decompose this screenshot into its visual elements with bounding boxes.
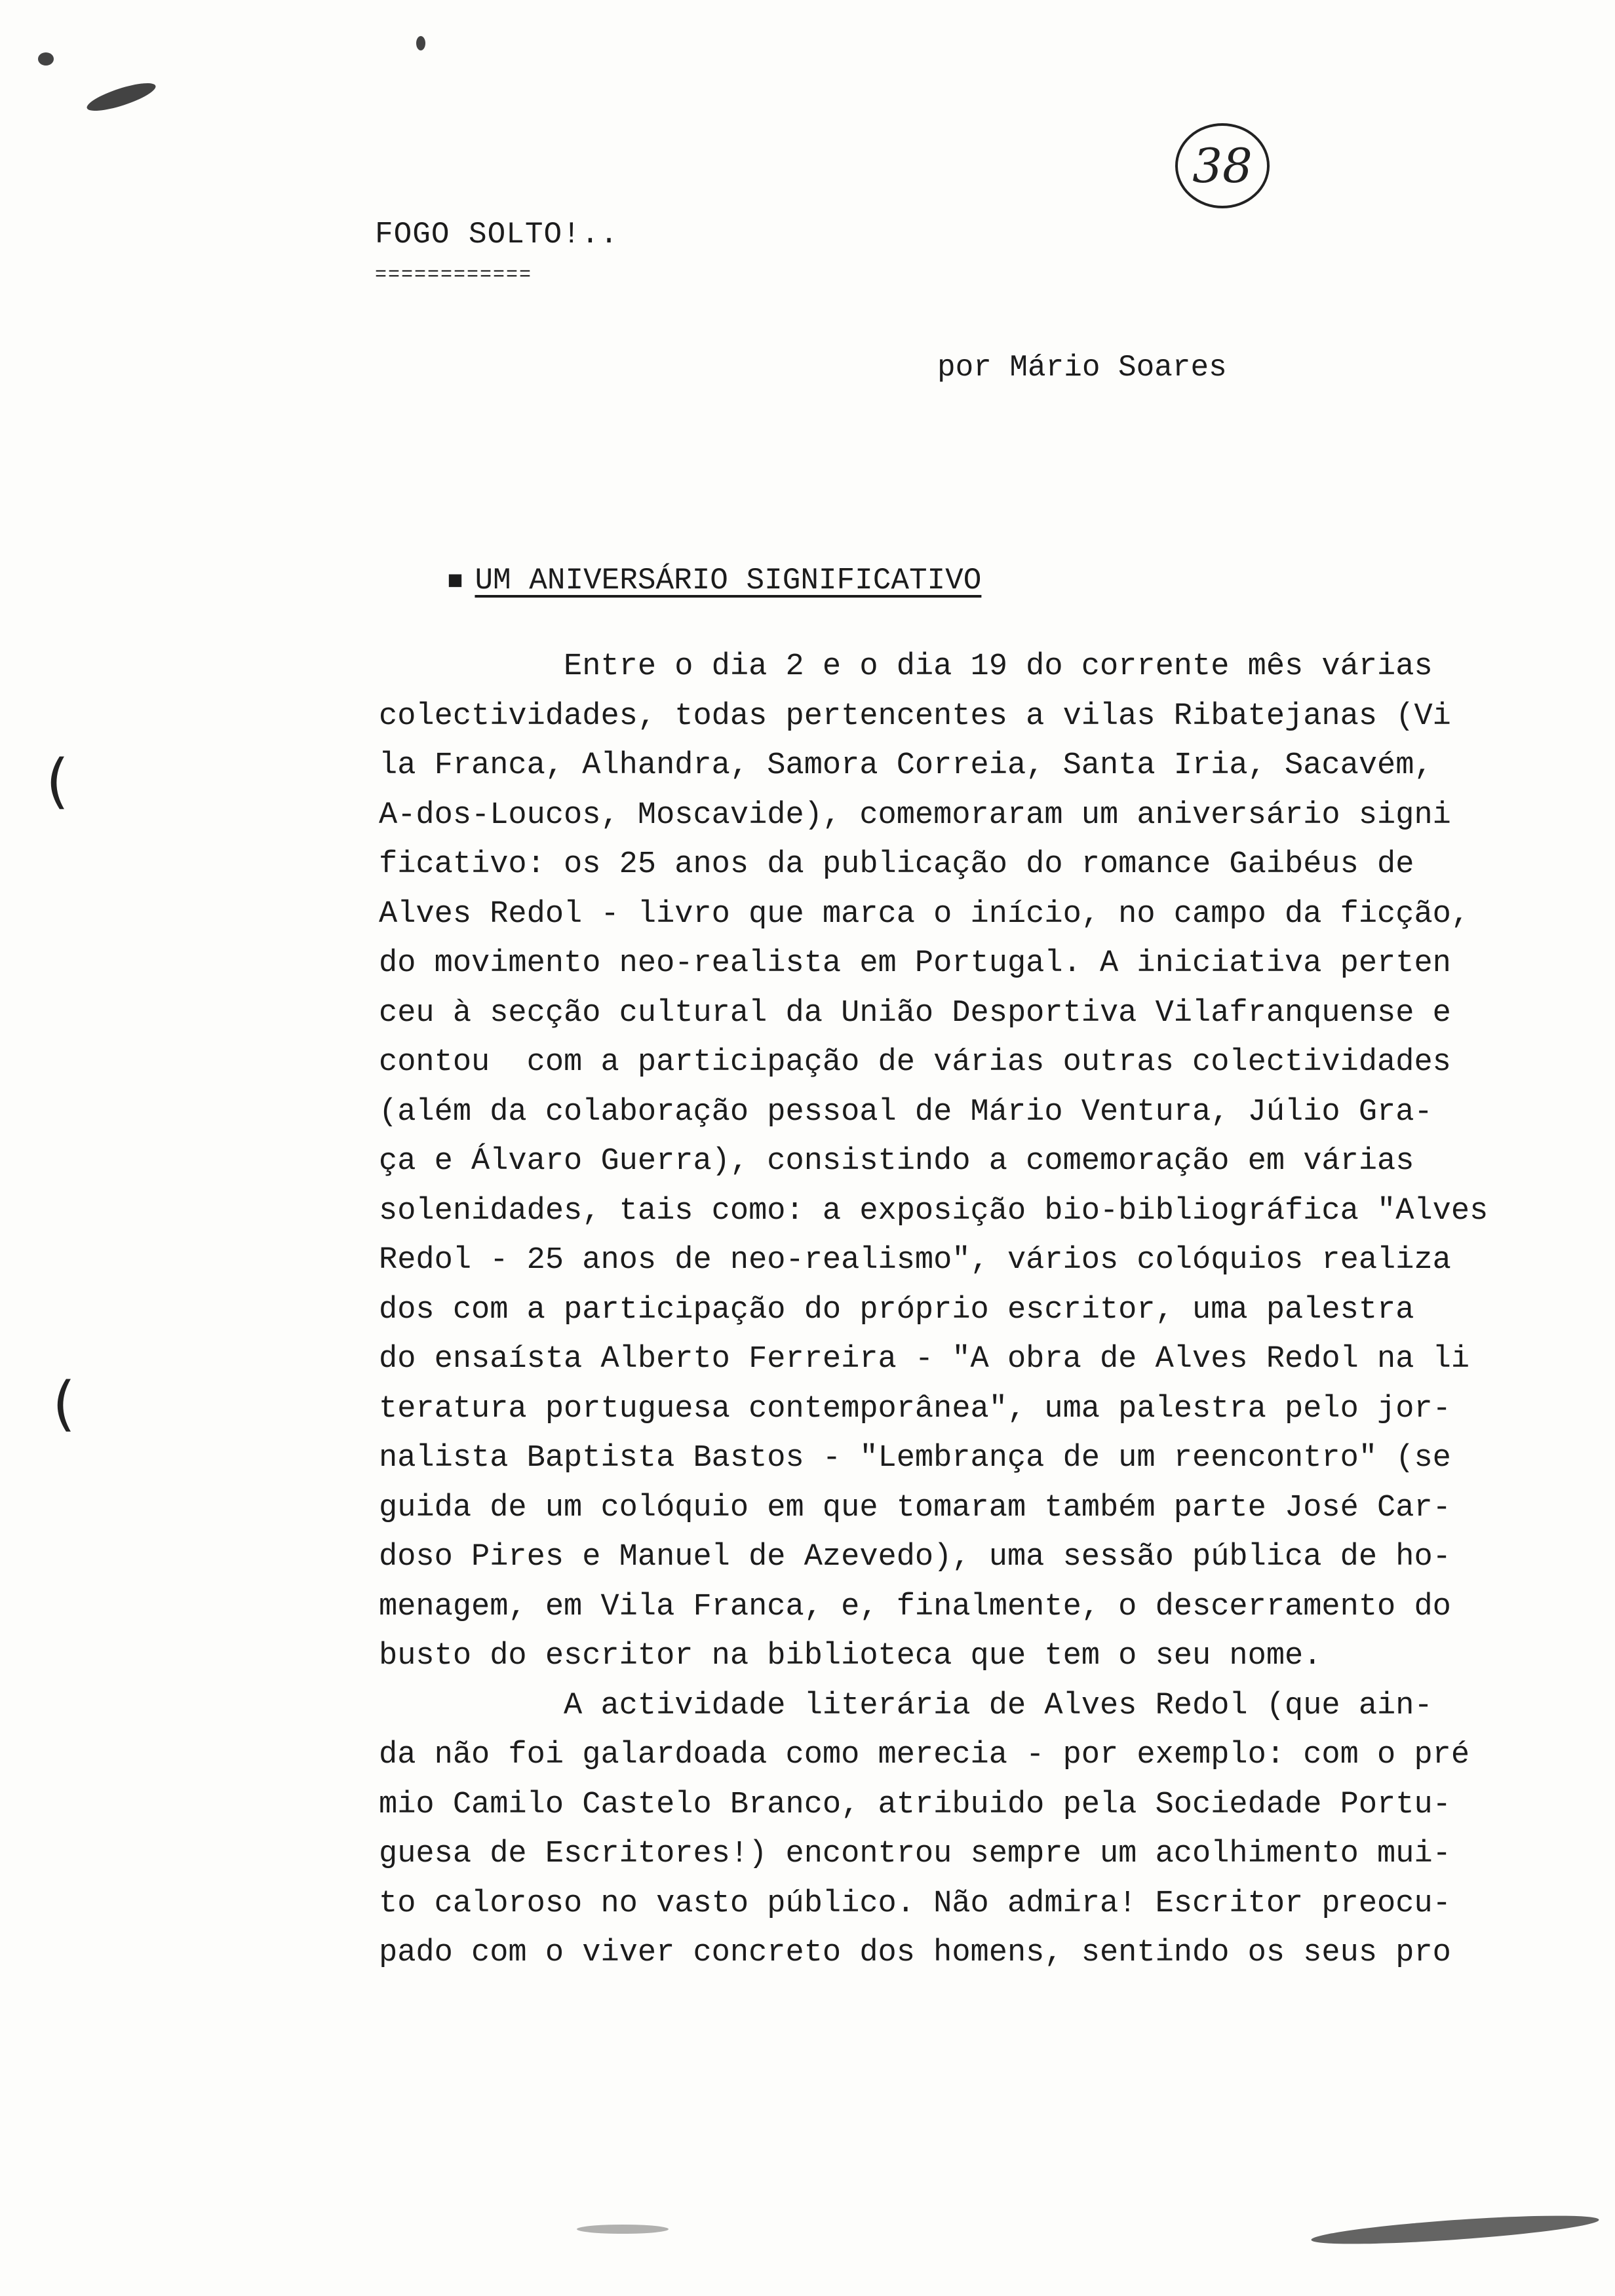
text-line: Redol - 25 anos de neo-realismo", vários colóquios realiza xyxy=(379,1243,1451,1278)
text-line: guida de um colóquio em que tomaram também parte José Car- xyxy=(379,1490,1451,1525)
ink-smudge-bottom-center xyxy=(577,2225,669,2234)
ink-smudge-top-left xyxy=(38,52,54,66)
text-line: Entre o dia 2 e o dia 19 do corrente mês várias xyxy=(379,649,1433,684)
text-line: solenidades, tais como: a exposição bio-bibliográfica "Alves xyxy=(379,1193,1489,1229)
text-line: mio Camilo Castelo Branco, atribuido pela Sociedade Portu- xyxy=(379,1787,1451,1822)
page-number-text: 38 xyxy=(1192,138,1253,193)
text-line: teratura portuguesa contemporânea", uma palestra pelo jor- xyxy=(379,1391,1451,1426)
text-line: A-dos-Loucos, Moscavide), comemoraram um aniversário signi xyxy=(379,797,1451,833)
text-line: Alves Redol - livro que marca o início, no campo da ficção, xyxy=(379,896,1470,932)
page-number xyxy=(1173,121,1272,210)
margin-hole-mark-1: ( xyxy=(46,747,69,816)
text-line: A actividade literária de Alves Redol (que ain- xyxy=(379,1688,1433,1723)
text-line: ça e Álvaro Guerra), consistindo a comemoração em várias xyxy=(379,1144,1414,1179)
text-line: ficativo: os 25 anos da publicação do romance Gaibéus de xyxy=(379,847,1414,882)
article-title: FOGO SOLTO!.. xyxy=(375,218,619,252)
section-heading xyxy=(375,529,981,632)
text-line: colectividades, todas pertencentes a vilas Ribatejanas (Vi xyxy=(379,698,1451,734)
text-line: menagem, em Vila Franca, e, finalmente, o descerramento do xyxy=(379,1589,1451,1624)
ink-smudge-top-left-2 xyxy=(85,78,159,117)
text-line: contou com a participação de várias outras colectividades xyxy=(379,1045,1451,1080)
text-line: guesa de Escritores!) encontrou sempre um acolhimento mui- xyxy=(379,1837,1451,1871)
ink-smudge-top xyxy=(416,36,425,50)
text-line: do ensaísta Alberto Ferreira - "A obra de Alves Redol na li xyxy=(379,1342,1470,1377)
body-text xyxy=(379,642,1585,1978)
text-line: busto do escritor na biblioteca que tem o seu nome. xyxy=(379,1639,1322,1674)
ink-smudge-bottom-right xyxy=(1310,2210,1599,2250)
title-underline: ============ xyxy=(375,264,533,286)
section-heading-text: UM ANIVERSÁRIO SIGNIFICATIVO xyxy=(475,564,982,598)
text-line: ceu à secção cultural da União Desportiva Vilafranquense e xyxy=(379,995,1451,1031)
text-line: nalista Baptista Bastos - "Lembrança de um reencontro" (se xyxy=(379,1441,1451,1476)
text-line: doso Pires e Manuel de Azevedo), uma sessão pública de ho- xyxy=(379,1540,1451,1575)
text-line: dos com a participação do próprio escritor, uma palestra xyxy=(379,1292,1414,1328)
text-line: da não foi galardoada como merecia - por exemplo: com o pré xyxy=(379,1738,1470,1772)
page-number-circle xyxy=(1173,121,1272,210)
text-line: pado com o viver concreto dos homens, sentindo os seus pro xyxy=(379,1936,1451,1970)
text-line: do movimento neo-realista em Portugal. A iniciativa perten xyxy=(379,946,1451,981)
text-line: to caloroso no vasto público. Não admira! Escritor preocu- xyxy=(379,1886,1451,1921)
author-byline: por Mário Soares xyxy=(937,351,1227,385)
text-line: la Franca, Alhandra, Samora Correia, Santa Iria, Sacavém, xyxy=(379,748,1433,783)
bullet-icon: ■ xyxy=(447,567,463,597)
margin-hole-mark-2: ( xyxy=(52,1369,76,1438)
text-line: (além da colaboração pessoal de Mário Ventura, Júlio Gra- xyxy=(379,1094,1433,1130)
